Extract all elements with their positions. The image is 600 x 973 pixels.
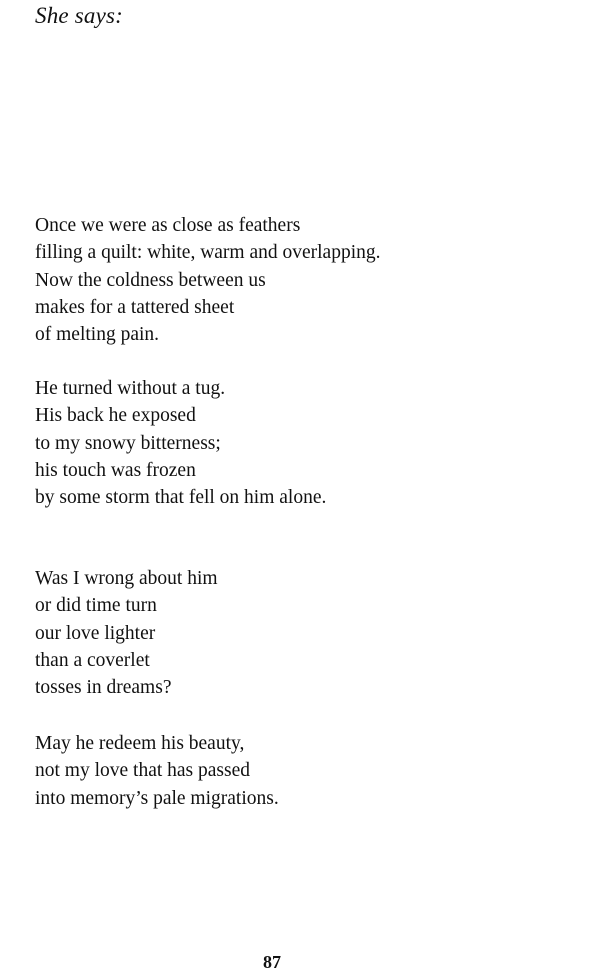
poem-line: makes for a tattered sheet [35,296,235,318]
poem-line: His back he exposed [35,405,196,427]
poem-line: of melting pain. [35,324,160,346]
poem-line: to my snowy bitterness; [35,432,221,454]
poem-line: filling a quilt: white, warm and overlapping. [35,242,381,264]
stanza-2 [35,375,326,511]
poem-line: Once we were as close as feathers [35,215,301,236]
page-number: 87 [263,952,281,972]
poem-line: his touch was frozen [35,459,196,481]
poem-line: Now the coldness between us [35,269,266,291]
poem-line: Was I wrong about him [35,568,218,589]
poem-line: into memory’s pale migrations. [35,787,279,809]
stanza-1 [35,212,381,348]
poem-heading: She says: [35,3,124,28]
poem-line: He turned without a tug. [35,378,226,399]
poem-line: than a coverlet [35,649,150,671]
poem-line: or did time turn [35,595,157,617]
stanza-3 [35,565,218,701]
poem-line: our love lighter [35,622,156,644]
poem-line: tosses in dreams? [35,677,172,699]
poem-line: not my love that has passed [35,760,251,782]
poem-line: by some storm that fell on him alone. [35,487,327,509]
stanza-4 [35,730,279,812]
poem-line: May he redeem his beauty, [35,733,245,754]
